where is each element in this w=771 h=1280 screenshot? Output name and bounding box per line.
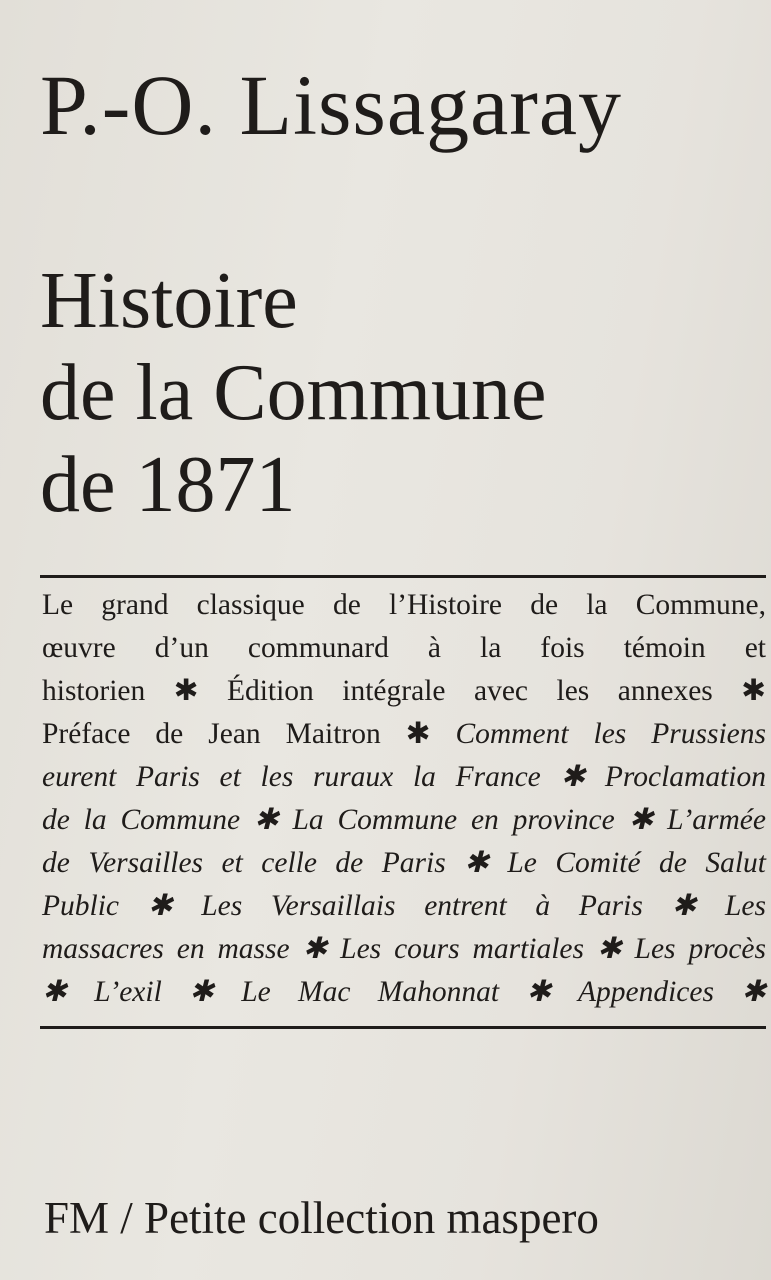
blurb-italic-text: de Versailles et celle de Paris ✱ Le Comité de Salut: [42, 847, 766, 879]
blurb-line: [42, 584, 766, 627]
blurb: [42, 584, 766, 1014]
title-line: de 1871: [40, 441, 296, 529]
book-title: [40, 255, 547, 531]
blurb-line: [42, 842, 766, 885]
blurb-line: [42, 928, 766, 971]
blurb-text: Le grand classique de l’Histoire de la Commune,: [42, 589, 766, 621]
author-name: P.-O. Lissagaray: [40, 57, 623, 153]
blurb-line: [42, 756, 766, 799]
blurb-line: [42, 885, 766, 928]
blurb-line: [42, 799, 766, 842]
blurb-text: œuvre d’un communard à la fois témoin et: [42, 632, 766, 664]
publisher-imprint: FM / Petite collection maspero: [44, 1193, 599, 1243]
blurb-text: Préface de Jean Maitron ✱: [42, 718, 456, 750]
blurb-text: historien ✱ Édition intégrale avec les annexes ✱: [42, 675, 766, 707]
top-rule: [40, 575, 766, 578]
blurb-line: [42, 971, 766, 1014]
title-line: de la Commune: [40, 349, 547, 437]
blurb-line: [42, 627, 766, 670]
blurb-line: [42, 713, 766, 756]
bottom-rule: [40, 1026, 766, 1029]
blurb-italic-text: Comment les Prussiens: [455, 718, 767, 750]
title-line: Histoire: [40, 257, 298, 345]
blurb-italic-text: massacres en masse ✱ Les cours martiales ✱ Les procès: [42, 933, 766, 965]
blurb-italic-text: ✱ L’exil ✱ Le Mac Mahonnat ✱ Appendices ✱: [42, 976, 766, 1008]
blurb-italic-text: Public ✱ Les Versaillais entrent à Paris ✱ Les: [42, 890, 766, 922]
blurb-line: [42, 670, 766, 713]
blurb-italic-text: de la Commune ✱ La Commune en province ✱ L’armée: [42, 804, 766, 836]
blurb-italic-text: eurent Paris et les ruraux la France ✱ Proclamation: [42, 761, 766, 793]
